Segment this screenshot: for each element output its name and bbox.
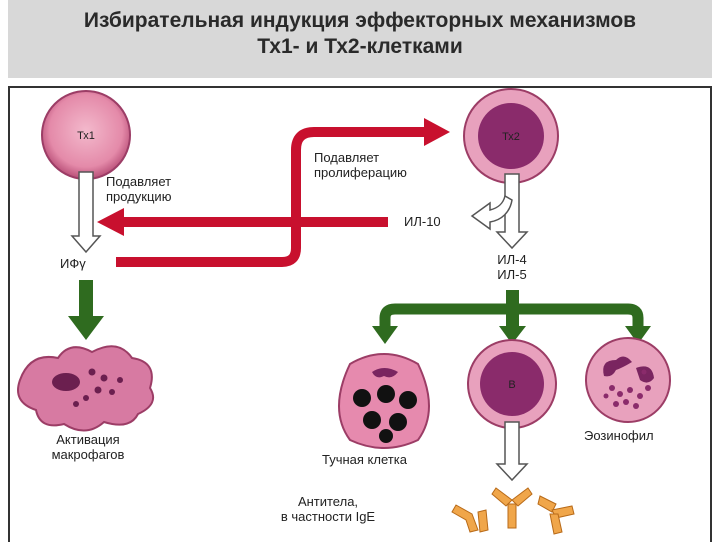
title-line-2: Тх1- и Тх2-клетками	[257, 35, 463, 58]
antibodies-label	[256, 494, 400, 524]
ifn-to-macrophage-green-arrow	[68, 280, 104, 340]
th2-label: Тх2	[502, 131, 520, 143]
antibody-icon	[492, 488, 532, 528]
il10-label: ИЛ-10	[404, 214, 441, 229]
eosinophil-cell	[586, 338, 670, 422]
mast-cell	[339, 354, 429, 448]
il10-to-th1-red-arrow	[97, 208, 388, 236]
suppress-proliferation-line-2: пролиферацию	[314, 165, 407, 180]
il4-il5-label	[486, 252, 538, 282]
antibodies-line-2: в частности IgE	[280, 509, 376, 524]
antibodies-line-1: Антитела,	[297, 494, 359, 509]
suppress-production-label	[106, 174, 171, 204]
il5-label: ИЛ-5	[497, 267, 527, 282]
suppress-proliferation-label	[314, 150, 407, 180]
th2-to-il-arrow	[472, 174, 527, 248]
th1-label: Тх1	[77, 130, 95, 142]
ifn-gamma-label: ИФγ	[60, 256, 86, 271]
antibody-icon	[452, 505, 488, 532]
eosinophil-label: Эозинофил	[584, 428, 654, 443]
suppress-production-line-1: Подавляет	[106, 174, 172, 189]
suppress-proliferation-line-1: Подавляет	[314, 150, 380, 165]
macrophage-activation-line-2: макрофагов	[51, 447, 125, 462]
macrophage-activation-label	[40, 432, 136, 462]
b-to-antibody-arrow	[497, 422, 527, 480]
mast-cell-label: Тучная клетка	[322, 452, 407, 467]
macrophage-activation-line-1: Активация	[56, 432, 120, 447]
il-to-cells-green-arrow	[372, 290, 651, 344]
title-line-1: Избирательная индукция эффекторных механизмов	[83, 9, 637, 32]
b-cell-label: В	[508, 379, 516, 391]
suppress-production-line-2: продукцию	[106, 189, 172, 204]
antibody-icon	[538, 496, 574, 534]
macrophage-cell	[18, 346, 153, 430]
th1-to-ifn-arrow	[72, 172, 100, 252]
il4-label: ИЛ-4	[497, 252, 527, 267]
